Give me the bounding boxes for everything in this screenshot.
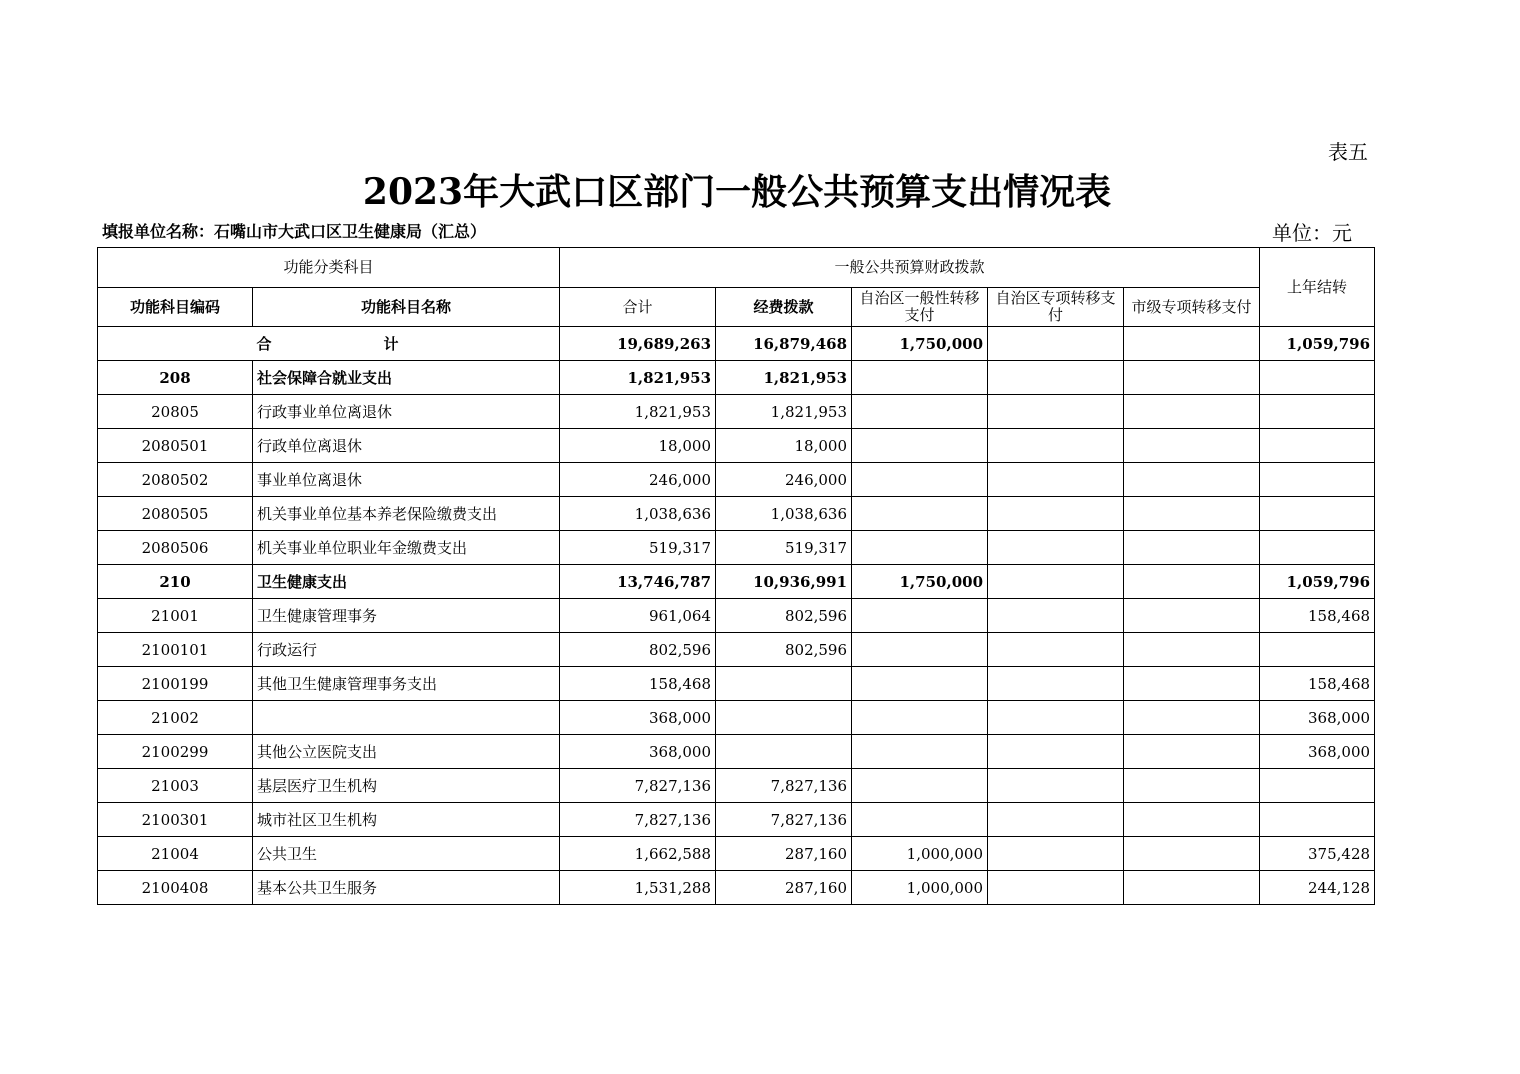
region-general-cell [852,463,988,497]
carryover-cell [1260,497,1375,531]
name-cell: 机关事业单位基本养老保险缴费支出 [253,497,560,531]
carryover-cell [1260,531,1375,565]
carryover-cell [1260,769,1375,803]
carryover-cell [1260,395,1375,429]
city-special-cell [1124,429,1260,463]
region-special-cell [988,429,1124,463]
carryover-cell [1260,463,1375,497]
reporting-unit: 填报单位名称：石嘴山市大武口区卫生健康局（汇总） [102,222,487,241]
funding-cell [716,667,852,701]
code-cell: 21001 [98,599,253,633]
region-special-cell [988,769,1124,803]
code-cell: 21003 [98,769,253,803]
name-cell: 其他卫生健康管理事务支出 [253,667,560,701]
region-special-cell [988,667,1124,701]
header-function-category: 功能分类科目 [98,248,560,288]
total-cell: 7,827,136 [560,769,716,803]
region-general-cell [852,395,988,429]
total-cell: 1,662,588 [560,837,716,871]
carryover-cell: 375,428 [1260,837,1375,871]
table-row [98,871,1375,905]
code-cell: 2100199 [98,667,253,701]
funding-cell: 16,879,468 [716,327,852,361]
name-cell: 基本公共卫生服务 [253,871,560,905]
table-row [98,599,1375,633]
table-row [98,463,1375,497]
region-general-cell [852,429,988,463]
funding-cell: 10,936,991 [716,565,852,599]
code-cell: 2100299 [98,735,253,769]
table-row [98,701,1375,735]
city-special-cell [1124,327,1260,361]
total-cell: 1,821,953 [560,361,716,395]
name-cell: 社会保障合就业支出 [253,361,560,395]
name-cell: 行政运行 [253,633,560,667]
code-cell: 2100408 [98,871,253,905]
funding-cell: 1,821,953 [716,361,852,395]
city-special-cell [1124,497,1260,531]
city-special-cell [1124,463,1260,497]
total-cell: 158,468 [560,667,716,701]
budget-table [97,247,1375,905]
region-general-cell [852,633,988,667]
code-cell: 20805 [98,395,253,429]
region-special-cell [988,735,1124,769]
header-funding: 经费拨款 [716,288,852,327]
funding-cell: 18,000 [716,429,852,463]
region-general-cell [852,667,988,701]
region-general-cell [852,361,988,395]
region-general-cell: 1,000,000 [852,837,988,871]
region-general-cell [852,769,988,803]
code-cell: 2100301 [98,803,253,837]
document-title: 2023年大武口区部门一般公共预算支出情况表 [362,171,1112,213]
header-name: 功能科目名称 [253,288,560,327]
funding-cell [716,735,852,769]
city-special-cell [1124,361,1260,395]
table-row [98,395,1375,429]
region-special-cell [988,803,1124,837]
region-general-cell [852,701,988,735]
funding-cell: 287,160 [716,871,852,905]
region-special-cell [988,837,1124,871]
total-cell: 1,531,288 [560,871,716,905]
total-cell: 1,821,953 [560,395,716,429]
funding-cell: 1,038,636 [716,497,852,531]
table-row [98,837,1375,871]
funding-cell: 1,821,953 [716,395,852,429]
city-special-cell [1124,599,1260,633]
region-special-cell [988,599,1124,633]
name-cell [253,701,560,735]
city-special-cell [1124,395,1260,429]
total-cell: 368,000 [560,701,716,735]
region-general-cell: 1,750,000 [852,327,988,361]
code-cell: 2080505 [98,497,253,531]
carryover-cell: 1,059,796 [1260,565,1375,599]
header-total: 合计 [560,288,716,327]
code-cell: 21002 [98,701,253,735]
name-cell: 卫生健康管理事务 [253,599,560,633]
city-special-cell [1124,531,1260,565]
city-special-cell [1124,701,1260,735]
carryover-cell: 158,468 [1260,599,1375,633]
table-row [98,667,1375,701]
carryover-cell: 368,000 [1260,701,1375,735]
header-city-special: 市级专项转移支付 [1124,288,1260,327]
total-label [98,327,560,361]
table-row [98,803,1375,837]
carryover-cell [1260,361,1375,395]
name-cell: 行政单位离退休 [253,429,560,463]
code-cell: 210 [98,565,253,599]
region-special-cell [988,871,1124,905]
header-region-special: 自治区专项转移支付 [988,288,1124,327]
funding-cell: 519,317 [716,531,852,565]
name-cell: 事业单位离退休 [253,463,560,497]
total-cell: 7,827,136 [560,803,716,837]
table-row [98,429,1375,463]
city-special-cell [1124,803,1260,837]
total-row [98,327,1375,361]
name-cell: 其他公立医院支出 [253,735,560,769]
carryover-cell [1260,429,1375,463]
region-special-cell [988,327,1124,361]
table-row [98,633,1375,667]
total-cell: 246,000 [560,463,716,497]
region-general-cell: 1,000,000 [852,871,988,905]
name-cell: 城市社区卫生机构 [253,803,560,837]
region-general-cell [852,531,988,565]
carryover-cell [1260,803,1375,837]
city-special-cell [1124,633,1260,667]
total-cell: 802,596 [560,633,716,667]
city-special-cell [1124,871,1260,905]
region-special-cell [988,497,1124,531]
city-special-cell [1124,667,1260,701]
code-cell: 208 [98,361,253,395]
table-row [98,565,1375,599]
table-row [98,735,1375,769]
funding-cell: 7,827,136 [716,803,852,837]
funding-cell [716,701,852,735]
region-general-cell [852,803,988,837]
funding-cell: 287,160 [716,837,852,871]
region-general-cell [852,599,988,633]
funding-cell: 802,596 [716,633,852,667]
city-special-cell [1124,769,1260,803]
total-label-b: 计 [383,335,401,353]
carryover-cell: 158,468 [1260,667,1375,701]
funding-cell: 7,827,136 [716,769,852,803]
region-general-cell [852,735,988,769]
currency-unit: 单位：元 [1272,221,1352,245]
table-row [98,497,1375,531]
region-general-cell: 1,750,000 [852,565,988,599]
total-cell: 519,317 [560,531,716,565]
header-code: 功能科目编码 [98,288,253,327]
total-cell: 1,038,636 [560,497,716,531]
city-special-cell [1124,565,1260,599]
city-special-cell [1124,735,1260,769]
city-special-cell [1124,837,1260,871]
region-special-cell [988,361,1124,395]
funding-cell: 246,000 [716,463,852,497]
region-special-cell [988,531,1124,565]
table-row [98,531,1375,565]
region-special-cell [988,395,1124,429]
carryover-cell: 244,128 [1260,871,1375,905]
carryover-cell: 368,000 [1260,735,1375,769]
total-cell: 13,746,787 [560,565,716,599]
name-cell: 基层医疗卫生机构 [253,769,560,803]
total-cell: 368,000 [560,735,716,769]
code-cell: 21004 [98,837,253,871]
total-cell: 18,000 [560,429,716,463]
table-number: 表五 [1328,140,1368,164]
name-cell: 卫生健康支出 [253,565,560,599]
header-carryover: 上年结转 [1260,248,1375,327]
total-cell: 19,689,263 [560,327,716,361]
name-cell: 机关事业单位职业年金缴费支出 [253,531,560,565]
total-cell: 961,064 [560,599,716,633]
header-region-general: 自治区一般性转移支付 [852,288,988,327]
region-special-cell [988,463,1124,497]
name-cell: 行政事业单位离退休 [253,395,560,429]
header-row-group [98,248,1375,288]
carryover-cell [1260,633,1375,667]
code-cell: 2080506 [98,531,253,565]
code-cell: 2080501 [98,429,253,463]
header-row-columns [98,288,1375,327]
region-special-cell [988,701,1124,735]
region-special-cell [988,565,1124,599]
code-cell: 2100101 [98,633,253,667]
region-special-cell [988,633,1124,667]
name-cell: 公共卫生 [253,837,560,871]
total-label-a: 合 [256,335,274,353]
table-row [98,361,1375,395]
header-general-budget: 一般公共预算财政拨款 [560,248,1260,288]
region-general-cell [852,497,988,531]
carryover-cell: 1,059,796 [1260,327,1375,361]
table-row [98,769,1375,803]
funding-cell: 802,596 [716,599,852,633]
code-cell: 2080502 [98,463,253,497]
